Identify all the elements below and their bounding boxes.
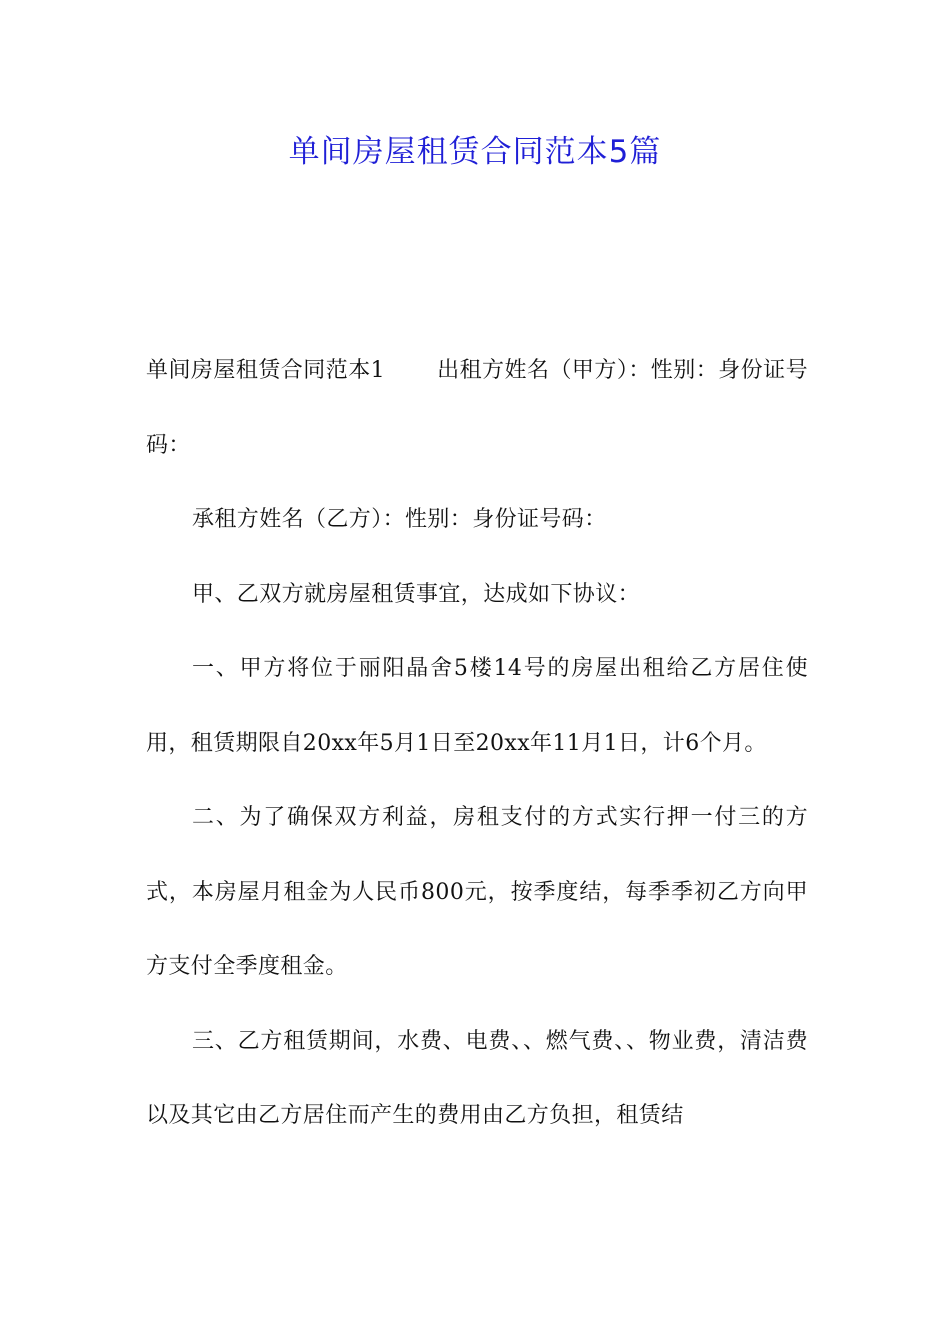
document-title: 单间房屋租赁合同范本5篇	[288, 134, 662, 170]
paragraph-parties-lessor	[146, 334, 808, 483]
paragraph-clause-3: 三、乙方租赁期间，水费、电费、、燃气费、、物业费，清洁费以及其它由乙方居住而产生的费用由乙方负担，租赁结	[146, 1028, 808, 1128]
paragraph-parties-lessee: 承租方姓名（乙方）：性别：身份证号码：	[192, 507, 607, 532]
paragraph-clause-1: 一、甲方将位于丽阳晶舍5楼14号的房屋出租给乙方居住使用，租赁期限自20xx年5月1日至20xx年11月1日，计6个月。	[146, 656, 808, 756]
section-heading: 单间房屋租赁合同范本1	[146, 358, 386, 383]
paragraph-agreement-intro: 甲、乙双方就房屋租赁事宜，达成如下协议：	[192, 581, 641, 607]
document-body	[146, 334, 808, 1154]
paragraph-text: 出租方姓名（甲方）：性别：身份证号码：	[146, 358, 808, 458]
paragraph-clause-2: 二、为了确保双方利益，房租支付的方式实行押一付三的方式，本房屋月租金为人民币800元，按季度结，每季季初乙方向甲方支付全季度租金。	[146, 805, 808, 979]
